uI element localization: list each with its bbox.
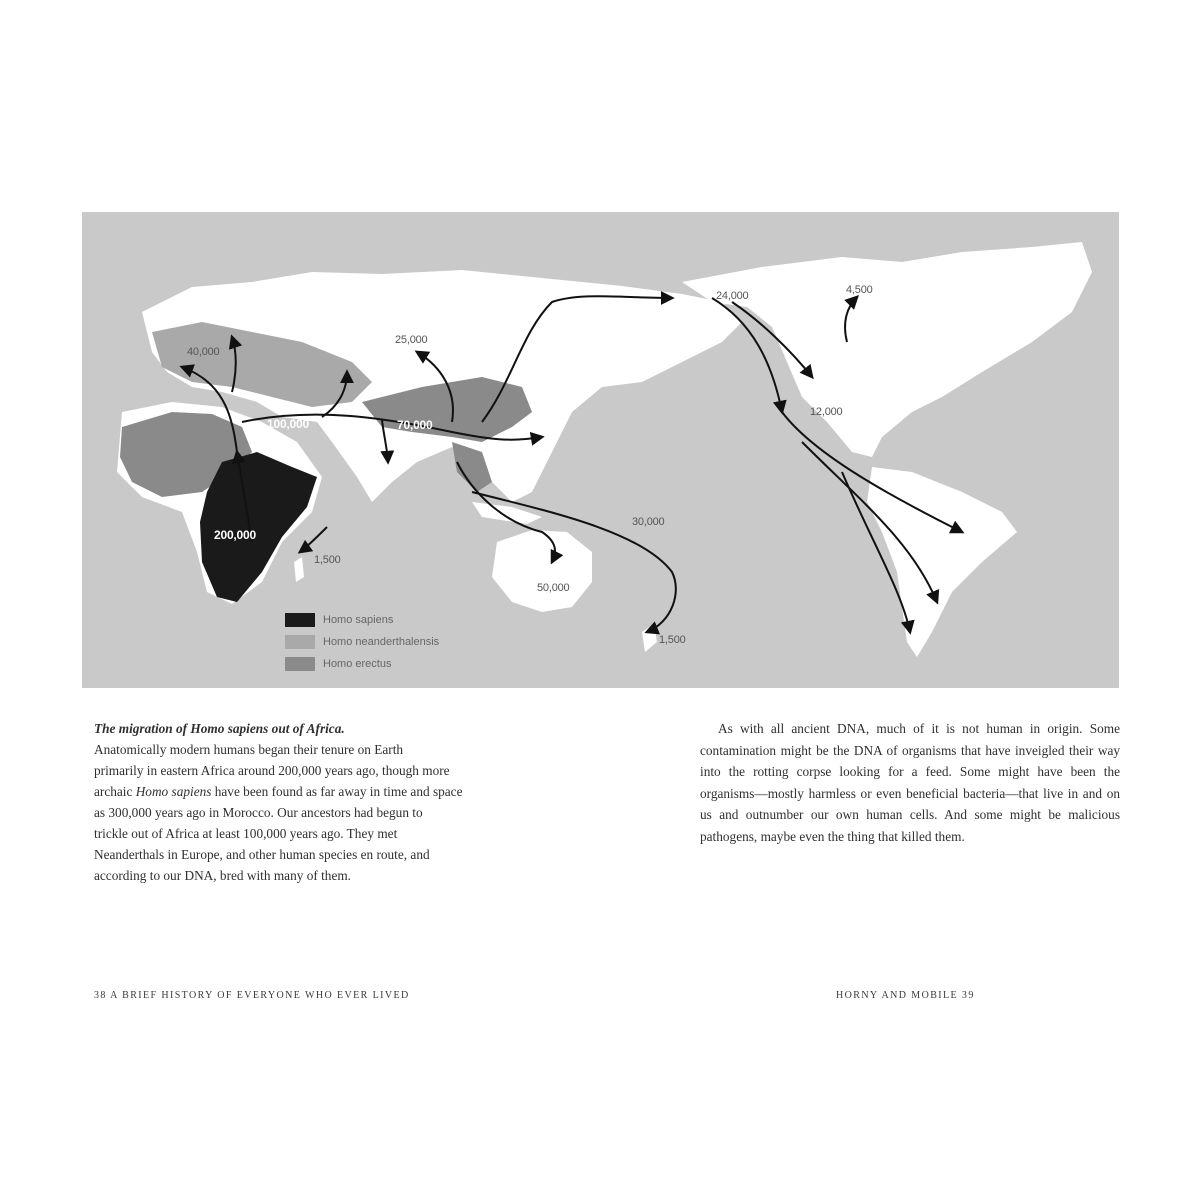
legend-item-sapiens	[285, 610, 439, 630]
label-siberia: 25,000	[395, 334, 428, 346]
label-middle-east: 100,000	[267, 417, 309, 431]
label-pacific: 30,000	[632, 516, 665, 528]
caption-text: archaic	[94, 784, 136, 799]
legend-label: Homo sapiens	[323, 614, 394, 626]
caption-line: Neanderthals in Europe, and other human species en route, and	[94, 847, 430, 862]
madagascar-land	[294, 557, 304, 582]
label-greenland: 4,500	[846, 284, 873, 296]
north-america-land	[682, 242, 1092, 457]
caption-text: have been found as far away in time and space	[211, 784, 463, 799]
legend-swatch	[285, 613, 315, 627]
australia-land	[492, 530, 592, 612]
indonesia-land	[472, 502, 542, 524]
caption-line: trickle out of Africa at least 100,000 years ago. They met	[94, 826, 398, 841]
body-paragraph: As with all ancient DNA, much of it is not human in origin. Some contamination might be the DNA of organisms that have inveigled their way into the rotting corpse looking for a feed. Some might have been the organisms—mostly harmless or even beneficial bacteria—that live in and on us and outnumber our own human cells. And some might be malicious pathogens, maybe even the thing that killed them.	[700, 721, 1120, 844]
legend-item-neanderthalensis	[285, 632, 439, 652]
migration-map	[82, 212, 1119, 688]
figure-caption	[94, 718, 504, 886]
label-africa: 200,000	[214, 528, 256, 542]
label-new-zealand: 1,500	[659, 634, 686, 646]
legend-swatch	[285, 635, 315, 649]
caption-title: The migration of Homo sapiens out of Africa.	[94, 721, 345, 736]
body-text	[700, 718, 1120, 847]
running-head-right: HORNY AND MOBILE 39	[836, 990, 975, 1001]
caption-species-name: Homo sapiens	[135, 784, 212, 799]
caption-line: as 300,000 years ago in Morocco. Our ancestors had begun to	[94, 805, 423, 820]
caption-line: primarily in eastern Africa around 200,000 years ago, though more	[94, 763, 450, 778]
label-beringia: 24,000	[716, 290, 749, 302]
caption-line: according to our DNA, bred with many of them.	[94, 868, 352, 883]
legend-item-erectus	[285, 654, 439, 674]
south-america-land	[867, 467, 1017, 657]
legend-label: Homo neanderthalensis	[323, 636, 440, 648]
label-europe: 40,000	[187, 346, 220, 358]
map-graphic	[82, 212, 1119, 688]
label-south-asia: 70,000	[397, 418, 433, 432]
legend-swatch	[285, 657, 315, 671]
label-north-america: 12,000	[810, 406, 843, 418]
label-australia: 50,000	[537, 582, 570, 594]
running-head-left: 38 A BRIEF HISTORY OF EVERYONE WHO EVER LIVED	[94, 990, 410, 1001]
caption-line: Anatomically modern humans began their tenure on Earth	[94, 742, 404, 757]
arrow-madagascar	[300, 527, 327, 552]
legend-label: Homo erectus	[323, 658, 392, 670]
label-madagascar: 1,500	[314, 554, 341, 566]
caption-line	[94, 781, 504, 802]
map-legend	[285, 610, 439, 676]
